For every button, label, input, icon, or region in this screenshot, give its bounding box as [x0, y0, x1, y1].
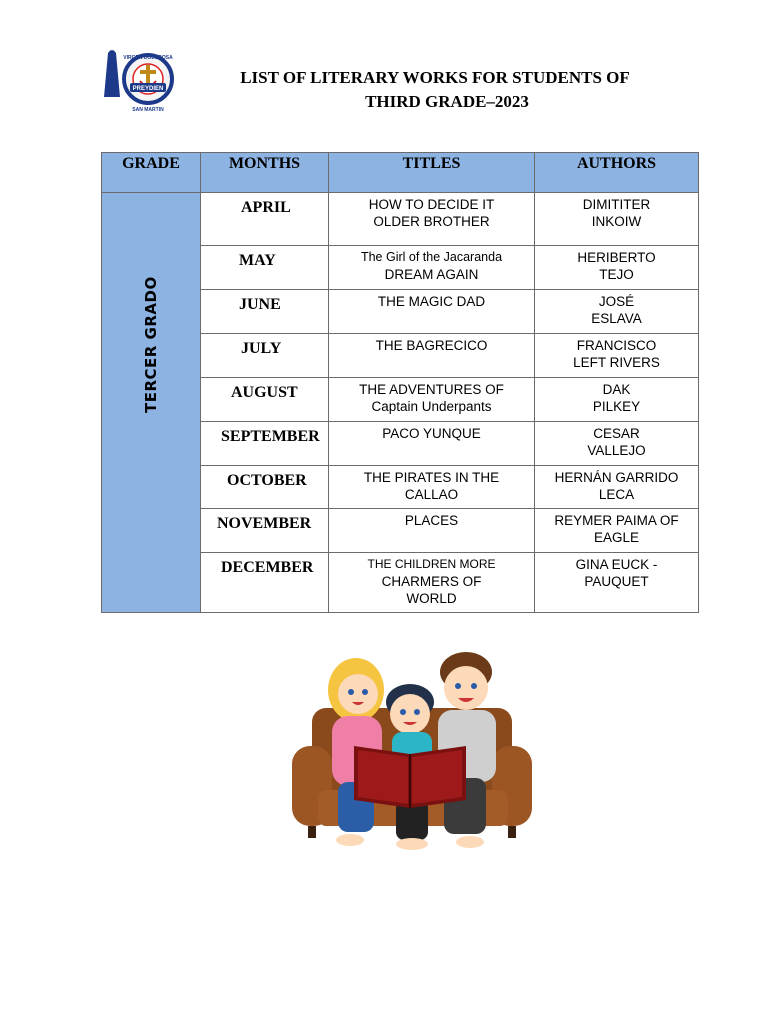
title-cell: [329, 334, 535, 378]
title-line: WORLD: [406, 591, 457, 606]
title-cell: [329, 422, 535, 466]
author-line: FRANCISCO: [576, 338, 657, 353]
header-authors: AUTHORS: [535, 153, 699, 193]
author-cell: [535, 422, 699, 466]
svg-text:VIRGEN DOLOROSA: VIRGEN DOLOROSA: [123, 55, 173, 61]
title-line: Captain Underpants: [371, 399, 492, 414]
author-cell: [535, 193, 699, 246]
author-line: DAK: [602, 382, 631, 397]
title-cell: [329, 290, 535, 334]
title-line: THE ADVENTURES OF: [359, 382, 504, 397]
author-cell: [535, 553, 699, 613]
title-line-2: THIRD GRADE–2023: [365, 92, 529, 111]
month-cell: [201, 422, 329, 466]
table-header-row: [102, 153, 699, 193]
author-line: DIMITITER: [582, 197, 651, 212]
title-cell: [329, 509, 535, 553]
month-cell: [201, 334, 329, 378]
month-label: SEPTEMBER: [221, 428, 320, 445]
title-line: THE BAGRECICO: [375, 338, 488, 353]
month-label: OCTOBER: [227, 472, 307, 489]
author-line: LECA: [598, 487, 635, 502]
author-line: REYMER PAIMA OF: [554, 513, 679, 528]
author-line: PAUQUET: [584, 574, 649, 589]
author-line: PILKEY: [592, 399, 641, 414]
title-cell: [329, 246, 535, 290]
author-line: TEJO: [599, 267, 634, 282]
author-line: VALLEJO: [587, 443, 646, 458]
title-line: OLDER BROTHER: [373, 214, 490, 229]
title-line: DREAM AGAIN: [384, 267, 479, 282]
author-line: GINA EUCK -: [575, 557, 658, 572]
author-cell: [535, 509, 699, 553]
title-cell: [329, 466, 535, 509]
month-cell: [201, 553, 329, 613]
author-line: HERNÁN GARRIDO: [554, 470, 679, 485]
month-label: MAY: [239, 252, 276, 269]
header-titles: TITLES: [329, 153, 535, 193]
svg-text:SAN MARTIN: SAN MARTIN: [132, 107, 164, 113]
title-line: THE MAGIC DAD: [377, 294, 486, 309]
family-reading-illustration: [288, 650, 536, 856]
month-label: JULY: [241, 340, 282, 357]
month-cell: [201, 290, 329, 334]
author-cell: [535, 246, 699, 290]
title-line: PACO YUNQUE: [382, 426, 481, 441]
month-label: AUGUST: [231, 384, 298, 401]
page-title: [190, 66, 680, 114]
grade-label: TERCER GRADO: [142, 275, 160, 413]
author-line: HERIBERTO: [577, 250, 656, 265]
author-line: EAGLE: [593, 530, 640, 545]
month-cell: [201, 193, 329, 246]
table-row: [102, 193, 699, 246]
title-line: THE PIRATES IN THE: [363, 470, 500, 485]
month-label: APRIL: [241, 199, 291, 216]
literary-works-table: [101, 152, 699, 613]
month-label: DECEMBER: [221, 559, 314, 576]
title-line: CHARMERS OF: [381, 574, 482, 589]
header-months: MONTHS: [201, 153, 329, 193]
author-line: LEFT RIVERS: [573, 355, 660, 370]
author-line: ESLAVA: [591, 311, 642, 326]
svg-text:PREYDIEN: PREYDIEN: [132, 86, 164, 92]
month-label: NOVEMBER: [217, 515, 312, 532]
grade-cell: [102, 193, 201, 613]
title-line: PLACES: [404, 513, 459, 528]
author-line: JOSÉ: [598, 294, 635, 309]
author-cell: [535, 290, 699, 334]
author-cell: [535, 334, 699, 378]
author-cell: [535, 466, 699, 509]
header-grade: GRADE: [102, 153, 201, 193]
title-cell: [329, 193, 535, 246]
title-cell: [329, 378, 535, 422]
author-line: CESAR: [593, 426, 640, 441]
school-logo: [100, 47, 180, 115]
month-cell: [201, 509, 329, 553]
author-cell: [535, 378, 699, 422]
author-line: INKOIW: [591, 214, 642, 229]
title-line: THE CHILDREN MORE: [367, 557, 496, 571]
title-cell: [329, 553, 535, 613]
month-cell: [201, 378, 329, 422]
title-line: HOW TO DECIDE IT: [368, 197, 495, 212]
month-cell: [201, 466, 329, 509]
title-line-1: LIST OF LITERARY WORKS FOR STUDENTS OF: [240, 68, 630, 87]
month-label: JUNE: [239, 296, 281, 313]
month-cell: [201, 246, 329, 290]
title-line: The Girl of the Jacaranda: [360, 250, 503, 264]
title-line: CALLAO: [404, 487, 459, 502]
